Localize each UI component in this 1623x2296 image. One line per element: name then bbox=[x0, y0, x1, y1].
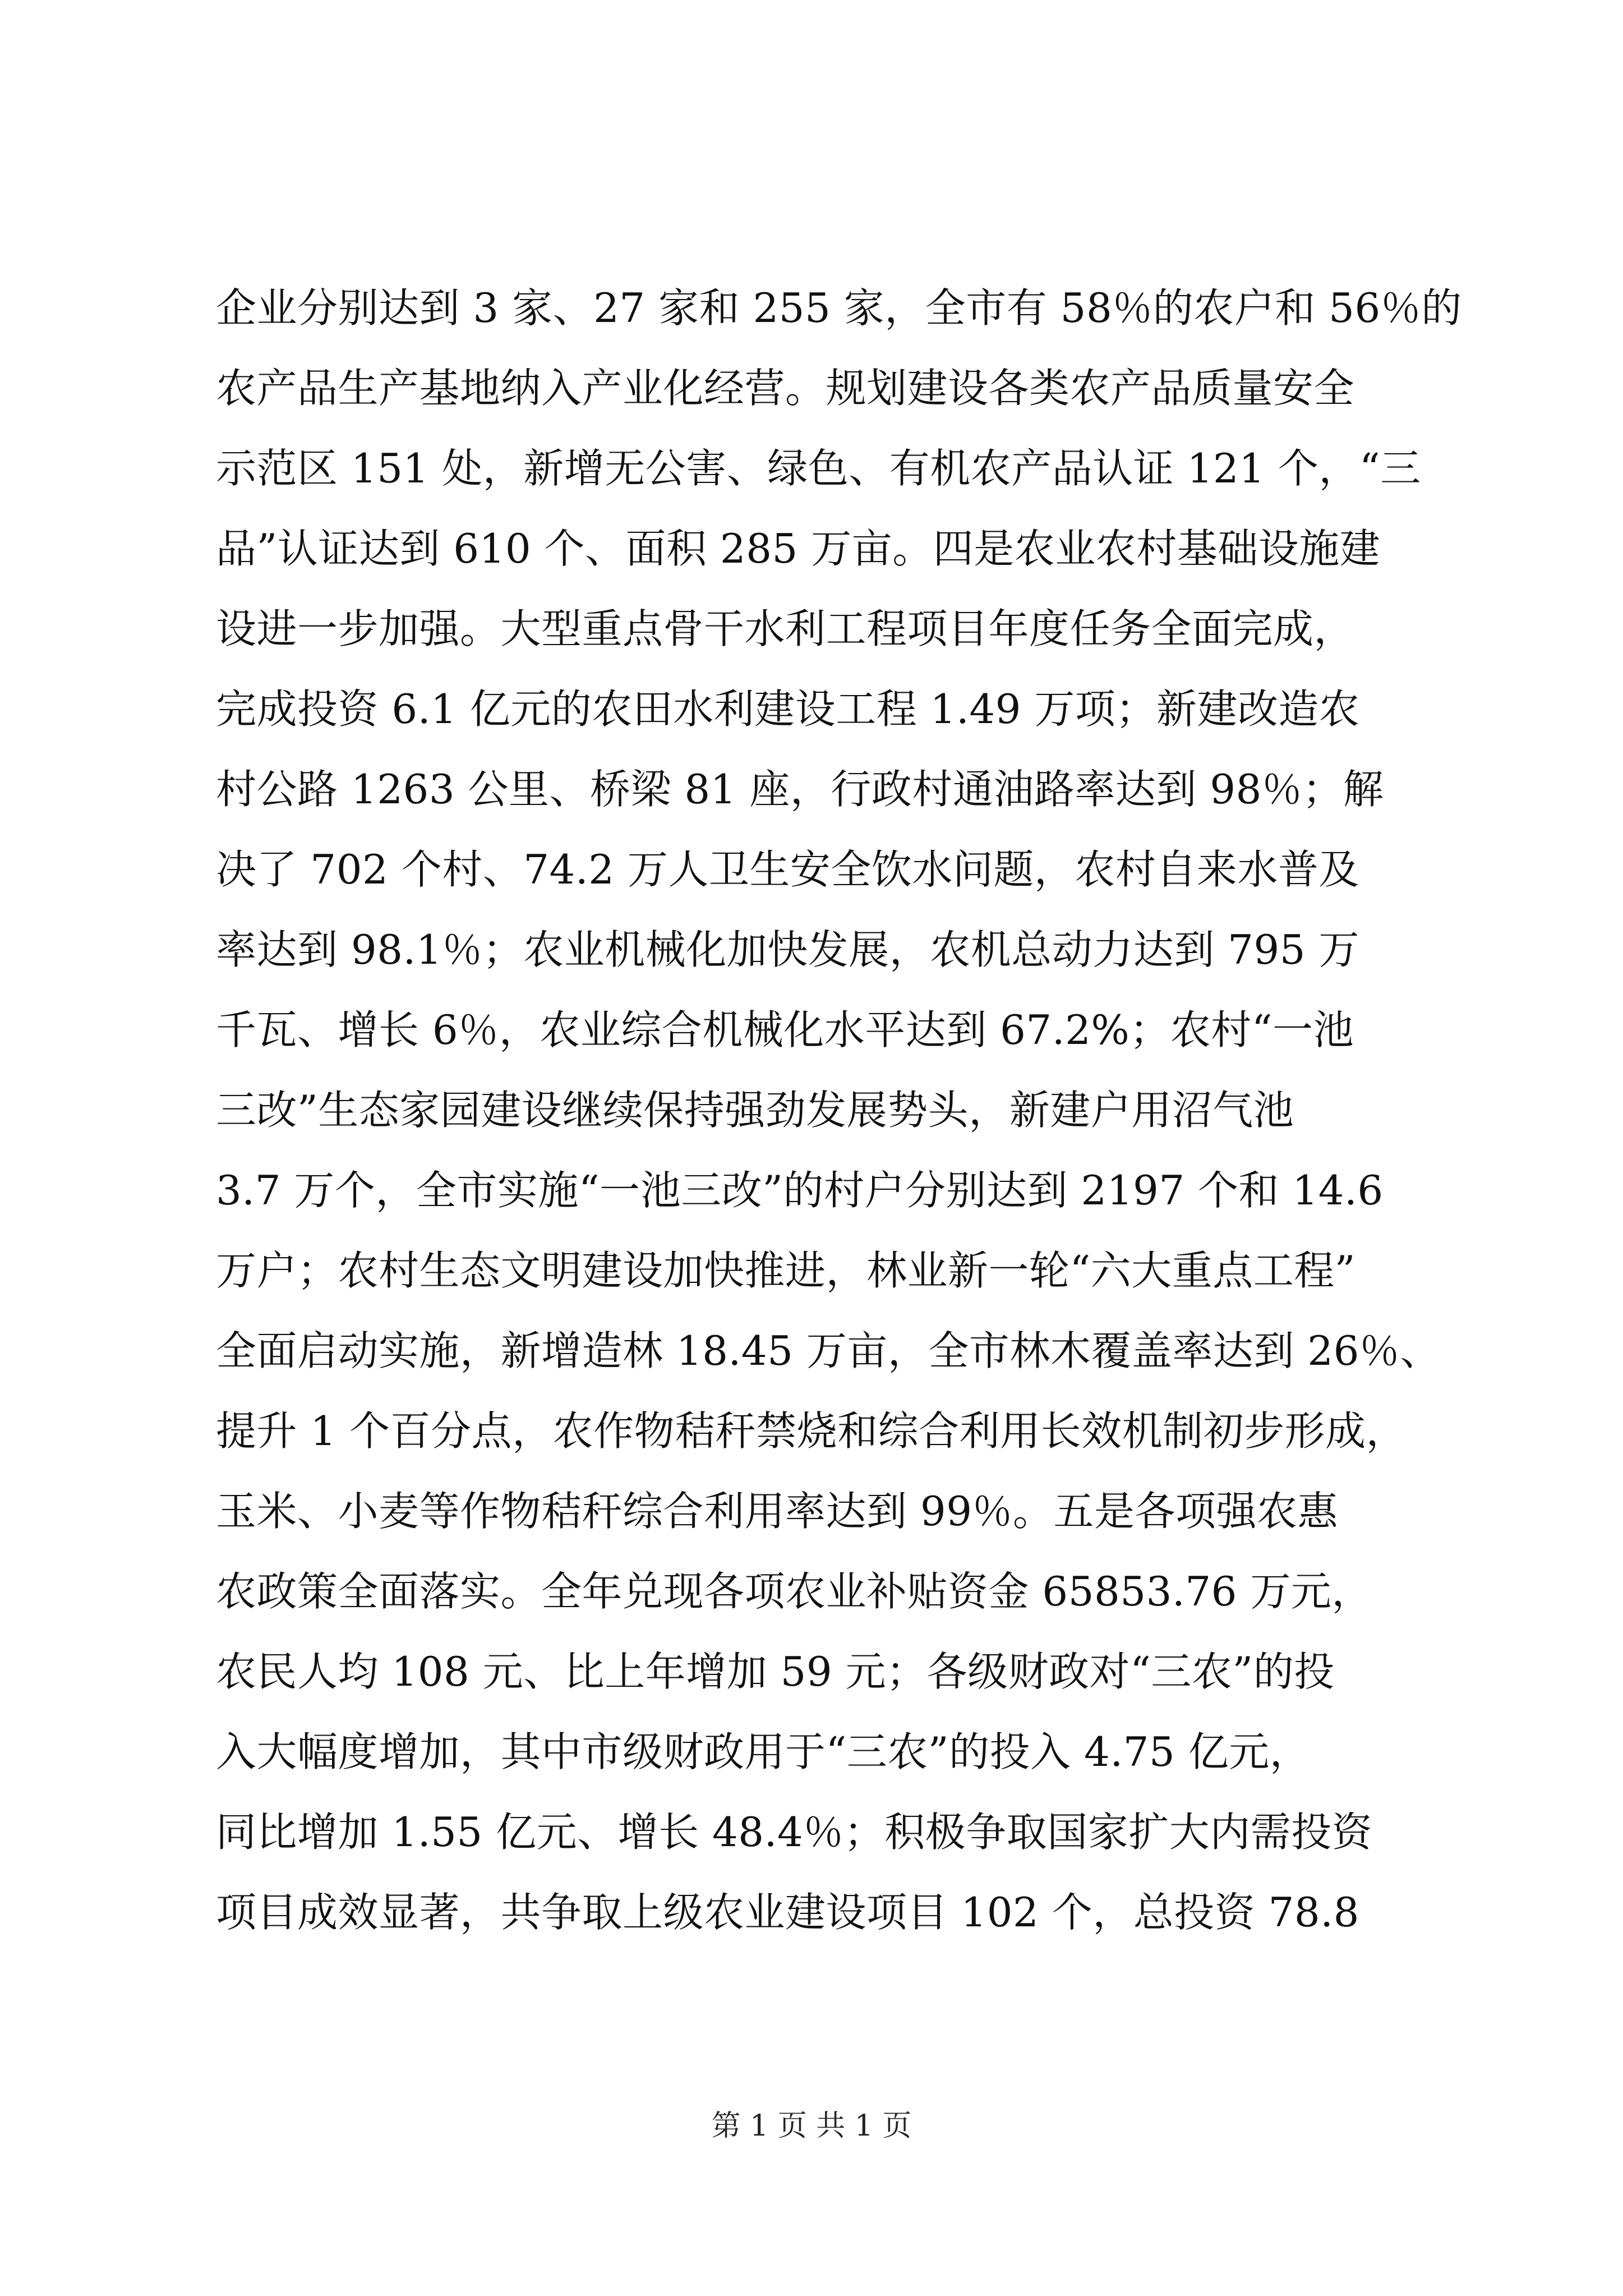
text-line: 完成投资 6.1 亿元的农田水利建设工程 1.49 万项；新建改造农 bbox=[216, 685, 1360, 733]
text-line: 全面启动实施，新增造林 18.45 万亩，全市林木覆盖率达到 26％、 bbox=[216, 1327, 1441, 1374]
text-line: 入大幅度增加，其中市级财政用于“三农”的投入 4.75 亿元， bbox=[216, 1728, 1311, 1775]
text-line: 企业分别达到 3 家、27 家和 255 家，全市有 58％的农户和 56％的 bbox=[216, 284, 1462, 332]
text-line: 设进一步加强。大型重点骨干水利工程项目年度任务全面完成， bbox=[216, 605, 1355, 652]
text-line: 农产品生产基地纳入产业化经营。规划建设各类农产品质量安全 bbox=[216, 365, 1355, 412]
text-line: 率达到 98.1％；农业机械化加快发展，农机总动力达到 795 万 bbox=[216, 926, 1359, 973]
text-line: 玉米、小麦等作物秸秆综合利用率达到 99％。五是各项强农惠 bbox=[216, 1488, 1339, 1535]
text-line: 项目成效显著，共争取上级农业建设项目 102 个，总投资 78.8 bbox=[216, 1889, 1359, 1936]
page-footer bbox=[0, 2106, 1623, 2146]
text-line: 千瓦、增长 6％，农业综合机械化水平达到 67.2%；农村“一池 bbox=[216, 1006, 1354, 1053]
text-line: 村公路 1263 公里、桥梁 81 座，行政村通油路率达到 98％；解 bbox=[216, 766, 1384, 813]
text-line: 三改”生态家园建设继续保持强劲发展势头，新建户用沼气池 bbox=[216, 1087, 1294, 1134]
text-line: 同比增加 1.55 亿元、增长 48.4％；积极争取国家扩大内需投资 bbox=[216, 1809, 1373, 1856]
text-line: 农政策全面落实。全年兑现各项农业补贴资金 65853.76 万元， bbox=[216, 1568, 1372, 1615]
page-number-label: 第 1 页 共 1 页 bbox=[711, 2109, 912, 2143]
body-text bbox=[216, 268, 1472, 1953]
text-line: 提升 1 个百分点，农作物秸秆禁烧和综合利用长效机制初步形成， bbox=[216, 1407, 1407, 1455]
text-line: 决了 702 个村、74.2 万人卫生安全饮水问题，农村自来水普及 bbox=[216, 846, 1359, 893]
text-line: 农民人均 108 元、比上年增加 59 元；各级财政对“三农”的投 bbox=[216, 1648, 1335, 1695]
text-line: 品”认证达到 610 个、面积 285 万亩。四是农业农村基础设施建 bbox=[216, 525, 1381, 572]
text-line: 示范区 151 处，新增无公害、绿色、有机农产品认证 121 个，“三 bbox=[216, 445, 1421, 492]
text-line: 万户；农村生态文明建设加快推进，林业新一轮“六大重点工程” bbox=[216, 1247, 1356, 1294]
text-line: 3.7 万个，全市实施“一池三改”的村户分别达到 2197 个和 14.6 bbox=[216, 1167, 1384, 1214]
